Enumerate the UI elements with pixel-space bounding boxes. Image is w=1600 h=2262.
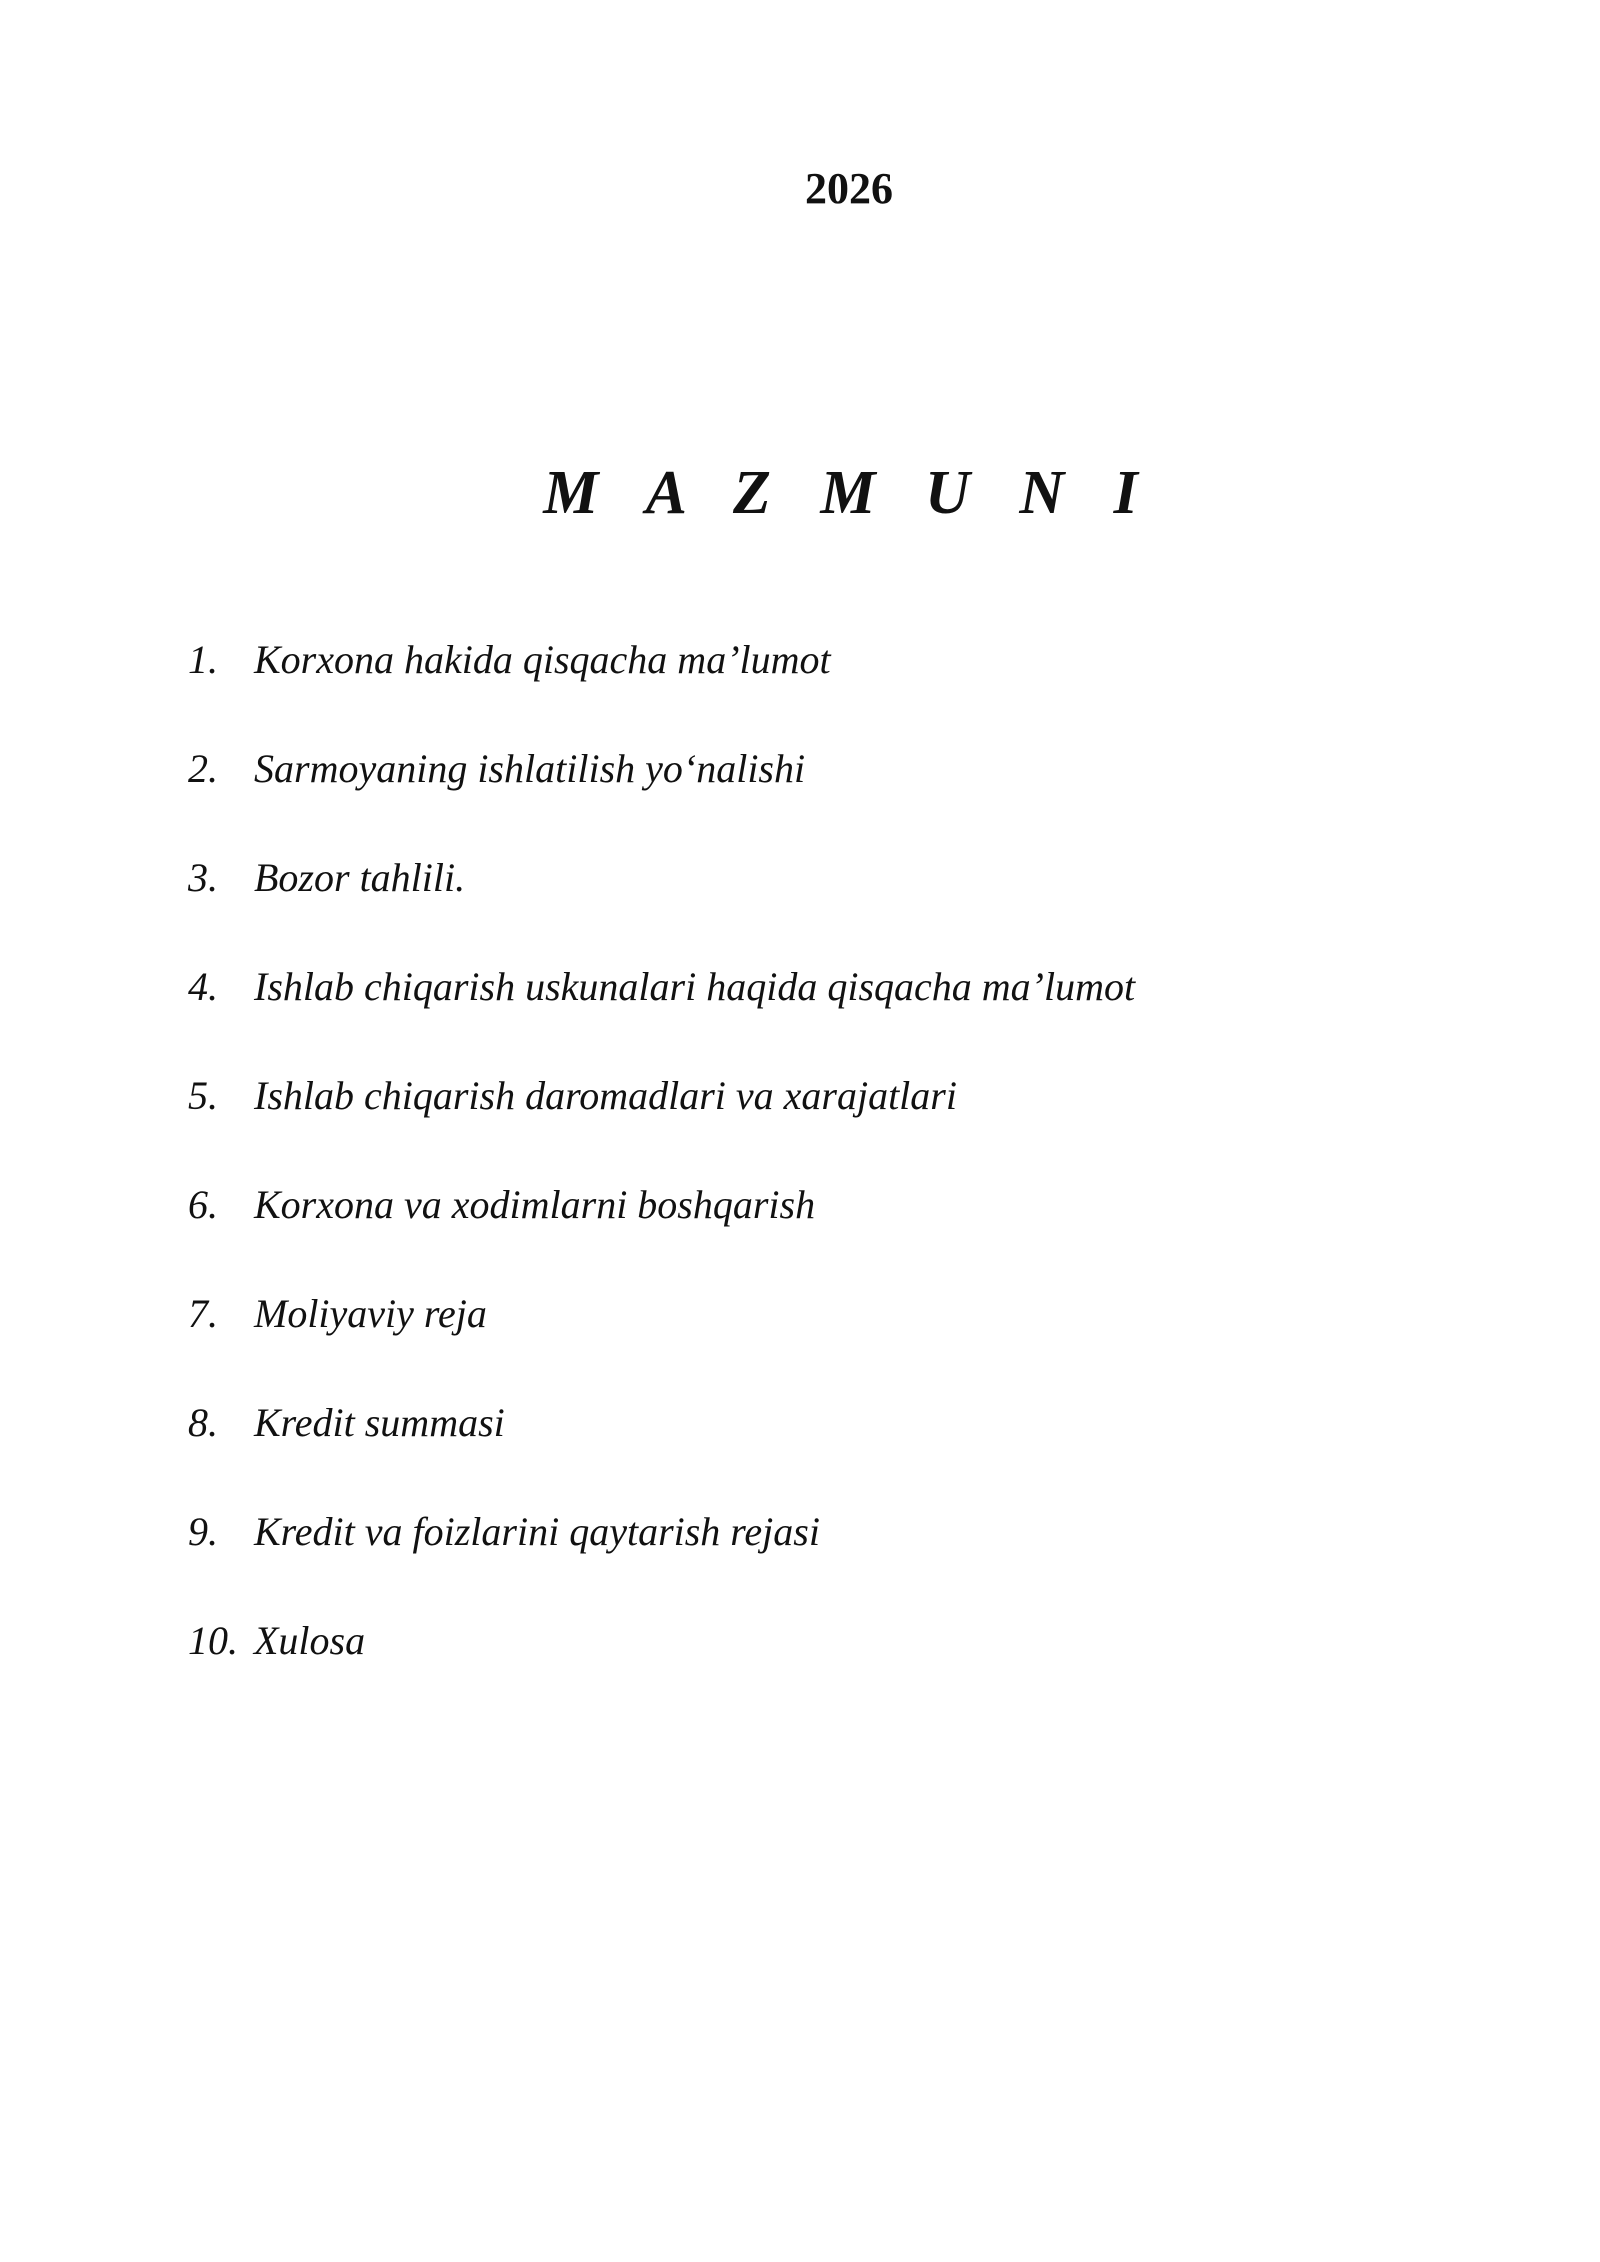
toc-item [188,1504,1135,1613]
toc-item [188,632,1135,741]
page-title: M A Z M U N I [543,459,1155,527]
toc-item-number: 9. [188,1509,218,1554]
toc-item-text: Ishlab chiqarish uskunalari haqida qisqacha ma’lumot [254,964,1136,1009]
toc-item [188,1286,1135,1395]
toc-item [188,741,1135,850]
document-year: 2026 [805,164,893,213]
toc-item [188,1395,1135,1504]
toc-item-number: 5. [188,1073,218,1118]
toc-item [188,1177,1135,1286]
toc-item [188,1068,1135,1177]
toc-item-number: 10. [188,1618,238,1663]
toc-item-text: Korxona hakida qisqacha ma’lumot [254,637,831,682]
toc-item-number: 2. [188,746,218,791]
toc-item-text: Korxona va xodimlarni boshqarish [254,1182,816,1227]
toc-item-text: Xulosa [254,1618,366,1663]
table-of-contents [188,632,1135,1722]
toc-item-text: Sarmoyaning ishlatilish yo‘nalishi [254,746,806,791]
toc-item-text: Kredit summasi [254,1400,505,1445]
toc-item-number: 8. [188,1400,218,1445]
toc-item-text: Kredit va foizlarini qaytarish rejasi [254,1509,820,1554]
toc-item [188,850,1135,959]
toc-item-number: 1. [188,637,218,682]
toc-item-number: 3. [188,855,218,900]
toc-item-text: Ishlab chiqarish daromadlari va xarajatlari [254,1073,957,1118]
toc-item [188,959,1135,1068]
toc-item-number: 4. [188,964,218,1009]
toc-item-number: 7. [188,1291,218,1336]
toc-item-text: Bozor tahlili. [254,855,466,900]
toc-item [188,1613,1135,1722]
toc-item-number: 6. [188,1182,218,1227]
toc-item-text: Moliyaviy reja [254,1291,487,1336]
